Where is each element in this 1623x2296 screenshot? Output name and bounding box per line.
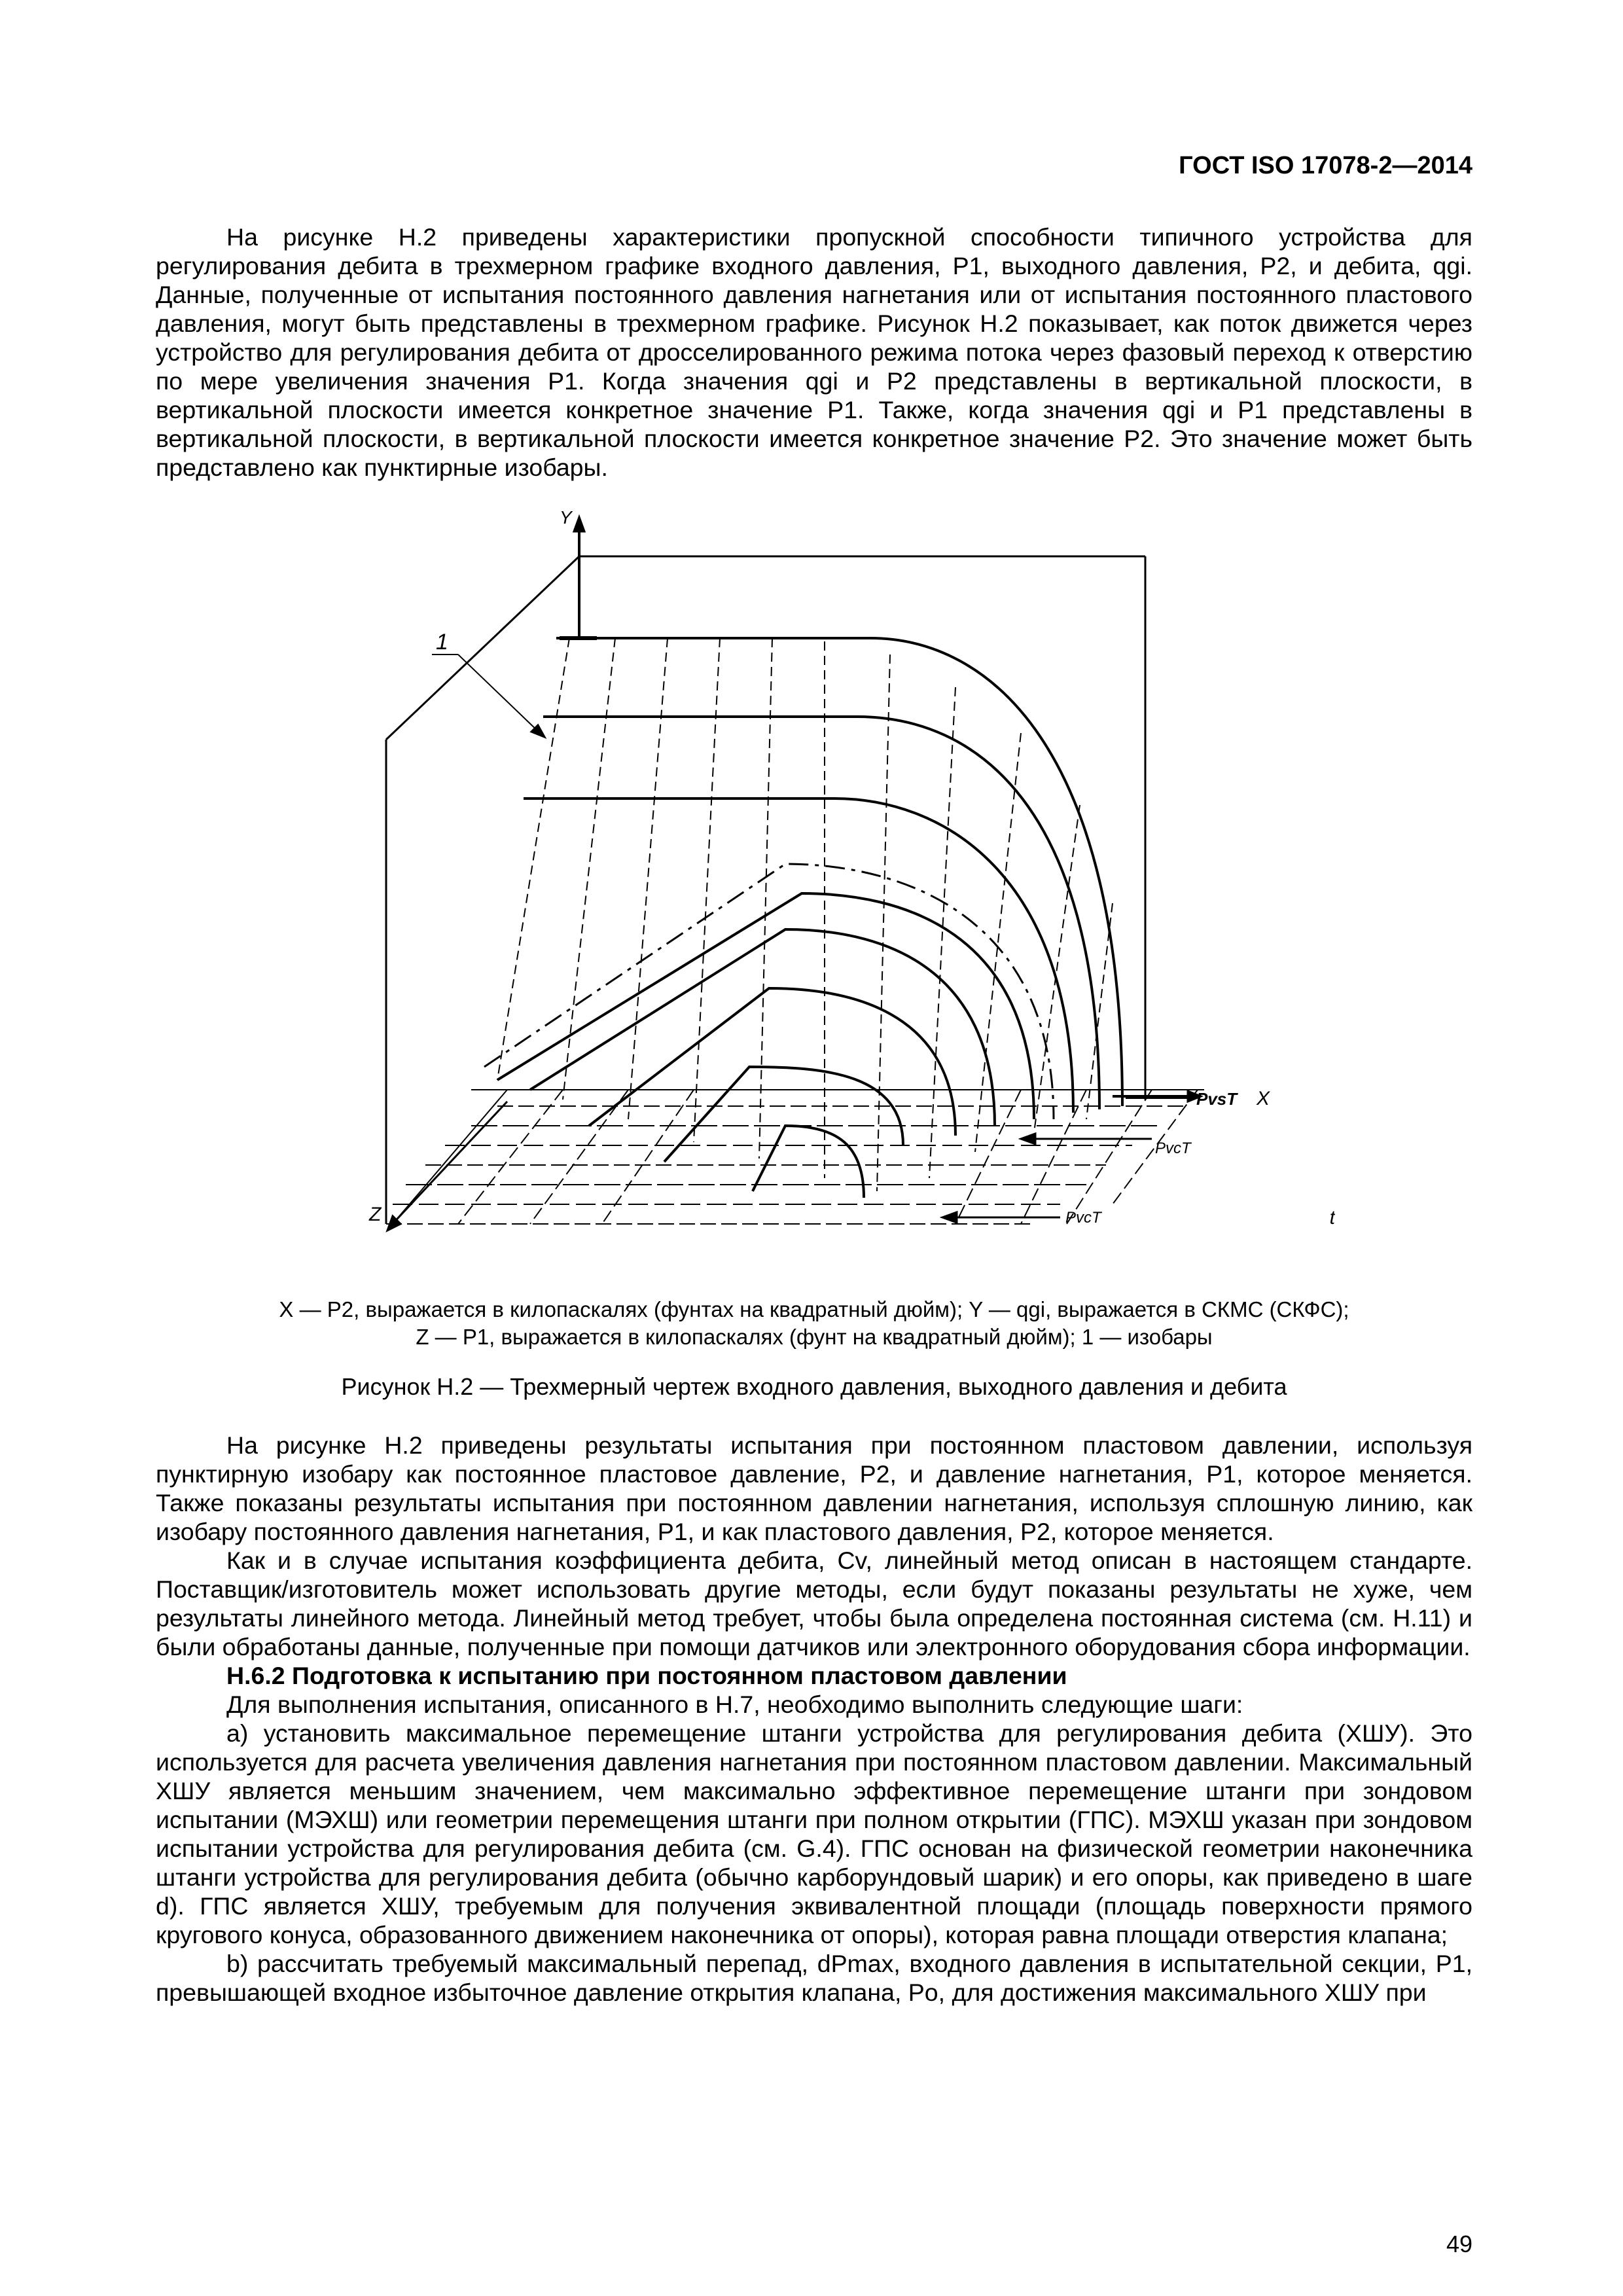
section-heading: Н.6.2 Подготовка к испытанию при постоянном пластовом давлении — [226, 1662, 1067, 1689]
label-pvst: PvsT — [1196, 1089, 1238, 1109]
meridian-3 — [628, 638, 668, 1119]
frame-left-diag — [386, 556, 579, 740]
callout-1-label: 1 — [436, 630, 448, 655]
isobar-curve-7 — [664, 1067, 903, 1162]
intro-text: На рисунке Н.2 приведены характеристики пропускной способности типичного устройства для регулирования дебита в трехмерном графике входного давления, P1, выходного давления, P2, и дебита, qgi. Данные, полученные от испытания постоянного давления нагнетания или от испытания постоянного пластового давления, могут быть представлены в трехмерном графике. Рисунок Н.2 показывает, как поток движется через устройство для регулирования дебита от дросселированного режима потока через фазовый переход к отверстию по мере увеличения значения P1. Когда значения qgi и P2 представлены в вертикальной плоскости, в вертикальной плоскости имеется конкретное значение P1. Также, когда значения qgi и P1 представлены в вертикальной плоскости, в вертикальной плоскости имеется конкретное значение P2. Это значение может быть представлено как пунктирные изобары. — [156, 223, 1472, 481]
label-pvct-lower: PvcT — [1065, 1209, 1101, 1227]
isobar-curve-4 — [497, 893, 1034, 1119]
meridian-1 — [497, 638, 569, 1080]
isobar-curve-1 — [556, 638, 1122, 1106]
label-pvct-upper: PvcT — [1155, 1139, 1191, 1157]
meridian-4 — [694, 638, 720, 1142]
meridian-2 — [563, 638, 615, 1100]
axis-y-label: Y — [560, 507, 572, 528]
intro-paragraph — [156, 223, 1472, 482]
list-item-a: a) установить максимальное перемещение штанги устройства для регулирования дебита (ХШУ). Это используется для расчета увеличения давления нагнетания при постоянном пластовом давлении. Максимальный ХШУ является меньшим значением, чем максимально эффективное перемещение штанги при зондовом испытании (МЭХШ) или геометрии перемещения штанги при полном открытии (ГПС). МЭХШ указан при зондовом испытании устройства для регулирования дебита (см. G.4). ГПС основан на физической геометрии наконечника штанги устройства для регулирования дебита (обычно карборундовый шарик) и его опоры, как приведено в шаге d). ГПС является ХШУ, требуемым для получения эквивалентной площади (площадь поверхности прямого кругового конуса, образованного движением наконечника от опоры), которая равна площади отверстия клапана; — [156, 1719, 1472, 1948]
document-code: ГОСТ ISO 17078-2—2014 — [1179, 152, 1472, 179]
meridian-7 — [877, 655, 890, 1191]
callout-1-leader — [458, 655, 540, 733]
pointer-pvct-lower-arrow — [942, 1212, 957, 1223]
body-text — [156, 1431, 1472, 2007]
y-axis-arrow — [574, 517, 584, 531]
body-paragraph-1: На рисунке Н.2 приведены результаты испытания при постоянном пластовом давлении, используя пунктирную изобару как постоянное пластовое давление, P2, и давление нагнетания, P1, которое меняется. Также показаны результаты испытания при постоянном давлении нагнетания, используя сплошную линию, как изобару постоянного давления нагнетания, P1, и как пластового давления, P2, которое меняется. — [156, 1431, 1472, 1545]
list-item-b: b) рассчитать требуемый максимальный перепад, dPmax, входного давления в испытательной секции, P1, превышающей входное избыточное давление открытия клапана, Po, для достижения максимального ХШУ при — [156, 1950, 1472, 2006]
isobar-curve-2 — [543, 717, 1099, 1109]
axis-z-label: Z — [369, 1204, 382, 1225]
axis-t-label: t — [1329, 1207, 1335, 1229]
figure-3d-chart — [366, 497, 1335, 1283]
isobar-curve-3 — [524, 798, 1073, 1113]
body-paragraph-2: Как и в случае испытания коэффициента дебита, Cv, линейный метод описан в настоящем стандарте. Поставщик/изготовитель может использовать другие методы, если будут показаны результаты не хуже, чем результаты линейного метода. Линейный метод требует, чтобы была определена постоянная система (см. Н.11) и были обработаны данные, полученные при помощи датчиков или электронного оборудования сбора информации. — [156, 1547, 1472, 1660]
isobar-curve-8 — [753, 1126, 864, 1198]
legend-line-1: X — P2, выражается в килопаскалях (фунтах на квадратный дюйм); Y — qgi, выражается в СКМС (СКФС); — [279, 1297, 1349, 1321]
figure-legend — [156, 1296, 1472, 1351]
pointer-pvct-upper-arrow — [1021, 1134, 1035, 1144]
page-number: 49 — [1446, 2231, 1472, 2257]
legend-line-2: Z — P1, выражается в килопаскалях (фунт на квадратный дюйм); 1 — изобары — [416, 1325, 1213, 1349]
figure-caption: Рисунок Н.2 — Трехмерный чертеж входного давления, выходного давления и дебита — [341, 1373, 1287, 1400]
body-paragraph-3: Для выполнения испытания, описанного в Н.7, необходимо выполнить следующие шаги: — [226, 1691, 1243, 1718]
isobar-curve-6 — [589, 988, 955, 1136]
axis-x-label: X — [1257, 1088, 1270, 1109]
base-grid — [386, 1090, 1204, 1224]
dashed-isobar — [484, 864, 1054, 1119]
